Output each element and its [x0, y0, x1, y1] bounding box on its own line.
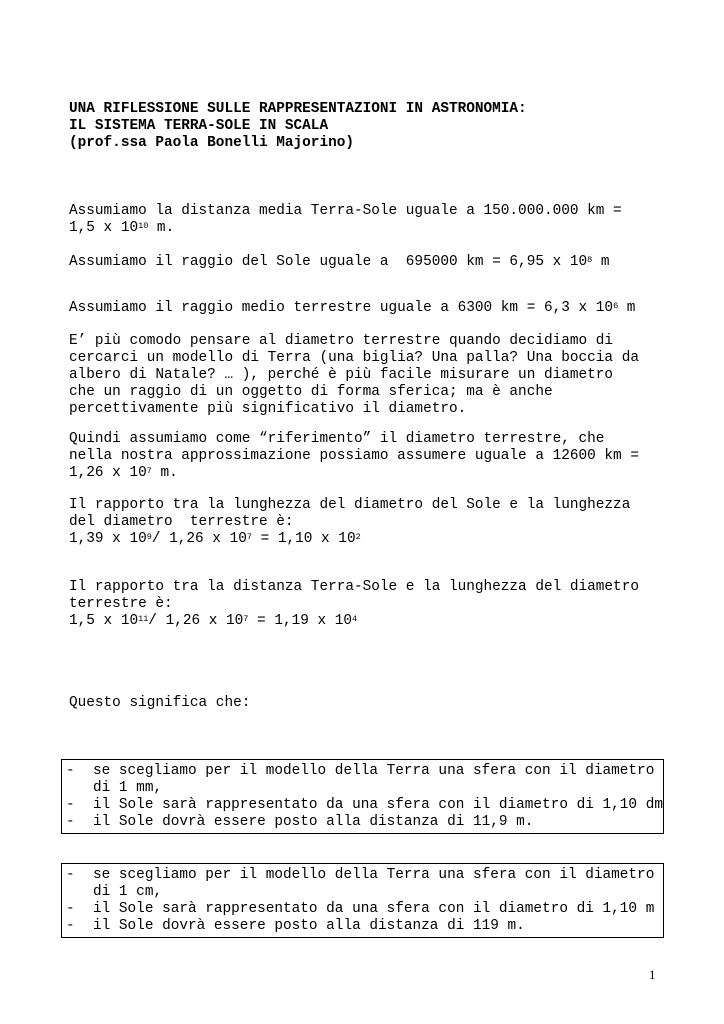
paragraph-distance-line-1: Assumiamo la distanza media Terra-Sole uguale a 150.000.000 km = — [69, 203, 622, 219]
list-item — [62, 918, 663, 935]
list-item-text: il Sole sarà rappresentato da una sfera con il diametro di 1,10 dm — [93, 797, 663, 813]
dash-bullet: - — [66, 814, 75, 830]
line: del diametro terrestre è: — [69, 514, 294, 530]
paragraph-sun-earth-ratio — [69, 497, 659, 548]
title-line-2: IL SISTEMA TERRA-SOLE IN SCALA — [69, 118, 329, 134]
line: Il rapporto tra la lunghezza del diametro del Sole e la lunghezza — [69, 497, 631, 513]
exponent: 7 — [243, 614, 249, 624]
exponent: 7 — [146, 466, 152, 476]
dash-bullet: - — [66, 918, 75, 934]
exponent: 10 — [138, 221, 149, 231]
exponent: 2 — [355, 532, 361, 542]
line: terrestre è: — [69, 596, 173, 612]
formula-part: / 1,26 x 10 — [151, 531, 247, 547]
title-line-3: (prof.ssa Paola Bonelli Majorino) — [69, 135, 354, 151]
scale-box-cm — [61, 863, 664, 938]
paragraph-diameter-reason — [69, 333, 659, 418]
exponent: 11 — [138, 614, 149, 624]
paragraph-sun-radius-text: Assumiamo il raggio del Sole uguale a 695000 km = 6,95 x 10 — [69, 254, 588, 270]
exponent: 6 — [613, 301, 619, 311]
scale-box-mm — [61, 759, 664, 834]
unit: m — [618, 300, 636, 316]
unit: m — [592, 254, 610, 270]
line: 1,26 x 10 — [69, 465, 147, 481]
list-item — [62, 901, 663, 918]
formula-part: = 1,10 x 10 — [251, 531, 356, 547]
paragraph-earth-radius — [69, 300, 659, 317]
list-item — [62, 763, 663, 797]
paragraph-distance — [69, 203, 659, 237]
line: che un raggio di un oggetto di forma sferica; ma è anche — [69, 384, 553, 400]
formula-part: = 1,19 x 10 — [248, 613, 353, 629]
exponent: 9 — [146, 532, 152, 542]
exponent: 4 — [352, 614, 358, 624]
exponent: 7 — [246, 532, 252, 542]
document-title — [69, 101, 527, 152]
list-item — [62, 797, 663, 814]
paragraph-sun-radius — [69, 254, 659, 271]
dash-bullet: - — [66, 763, 75, 779]
formula-part: / 1,26 x 10 — [148, 613, 244, 629]
unit: m. — [148, 220, 175, 236]
list-item-text: il Sole sarà rappresentato da una sfera con il diametro di 1,10 m — [93, 901, 655, 917]
dash-bullet: - — [66, 901, 75, 917]
formula-part: 1,39 x 10 — [69, 531, 147, 547]
list-item-text: se scegliamo per il modello della Terra una sfera con il diametro di 1 mm, — [93, 763, 655, 796]
paragraph-reference-diameter — [69, 431, 659, 482]
list-item-text: il Sole dovrà essere posto alla distanza di 11,9 m. — [93, 814, 534, 830]
exponent: 8 — [587, 255, 593, 265]
paragraph-distance-ratio — [69, 579, 659, 630]
paragraph-distance-value: 1,5 x 10 — [69, 220, 139, 236]
line: E’ più comodo pensare al diametro terrestre quando decidiamo di — [69, 333, 614, 349]
paragraph-meaning: Questo significa che: — [69, 695, 251, 711]
title-line-1: UNA RIFLESSIONE SULLE RAPPRESENTAZIONI IN ASTRONOMIA: — [69, 101, 527, 117]
unit: m. — [151, 465, 178, 481]
page-number: 1 — [649, 967, 656, 982]
list-item-text: il Sole dovrà essere posto alla distanza di 119 m. — [93, 918, 525, 934]
list-item-text: se scegliamo per il modello della Terra una sfera con il diametro di 1 cm, — [93, 867, 655, 900]
dash-bullet: - — [66, 797, 75, 813]
line: Quindi assumiamo come “riferimento” il diametro terrestre, che — [69, 431, 605, 447]
line: nella nostra approssimazione possiamo assumere uguale a 12600 km = — [69, 448, 639, 464]
list-item — [62, 867, 663, 901]
formula-part: 1,5 x 10 — [69, 613, 139, 629]
paragraph-earth-radius-text: Assumiamo il raggio medio terrestre uguale a 6300 km = 6,3 x 10 — [69, 300, 614, 316]
line: Il rapporto tra la distanza Terra-Sole e la lunghezza del diametro — [69, 579, 639, 595]
dash-bullet: - — [66, 867, 75, 883]
list-item — [62, 814, 663, 831]
line: albero di Natale? … ), perché è più facile misurare un diametro — [69, 367, 614, 383]
line: cercarci un modello di Terra (una biglia? Una palla? Una boccia da — [69, 350, 639, 366]
line: percettivamente più significativo il diametro. — [69, 401, 467, 417]
